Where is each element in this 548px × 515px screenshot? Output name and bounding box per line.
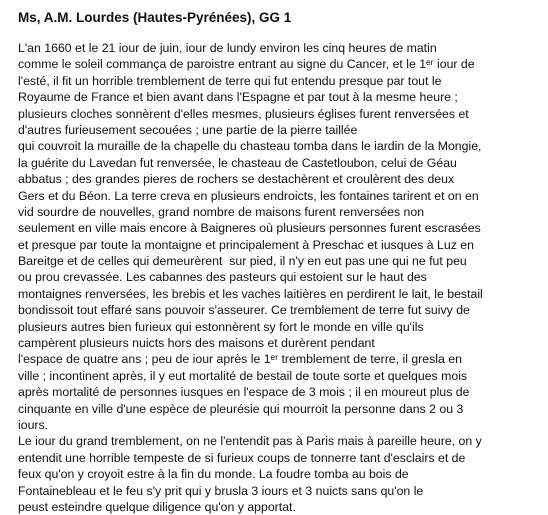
- text-line: Royaume de France et bien avant dans l'Espagne et par tout à la mesme heure ;: [18, 90, 458, 105]
- text-line: campèrent plusieurs nuicts hors des maisons et durèrent pendant: [18, 336, 375, 351]
- text-line: montaignes renversées, les brebis et les vaches laitières en perdirent le lait, le bestail: [18, 286, 483, 301]
- text-line: abbatus ; des grandes pieres de rochers se destachèrent et croulèrent des deux: [18, 172, 455, 187]
- text-line: bondissoit tout effaré sans pouvoir s'asseurer. Ce tremblement de terre fut suivy de: [18, 303, 470, 318]
- text-line: qui couvroit la muraille de la chapelle du chasteau tomba dans le iardin de la Mongie,: [18, 139, 482, 154]
- text-line: Gers et du Béon. La terre creva en plusieurs endroicts, les fontaines tarirent et on en: [18, 188, 479, 203]
- text-line: l'esté, il fit un horrible tremblement de terre qui fut entendu presque par tout le: [18, 73, 442, 88]
- text-line: Le iour du grand tremblement, on ne l'entendit pas à Paris mais à pareille heure, on y: [18, 434, 482, 449]
- document-title: Ms, A.M. Lourdes (Hautes-Pyrénées), GG 1: [18, 10, 292, 25]
- text-line: l'espace de quatre ans ; peu de iour après le 1ᵉʳ tremblement de terre, il gresla en: [18, 352, 462, 367]
- text-line: après mortalité de personnes iusques en l'espace de 3 mois ; il en moureut plus de: [18, 385, 470, 400]
- text-line: iours.: [18, 417, 49, 432]
- text-line: ou prou crevassée. Les cabannes des pasteurs qui estoient sur le haut des: [18, 270, 427, 285]
- text-line: ville ; incontinent après, il y eut mortalité de bestail de toute sorte et quelques mois: [18, 368, 468, 383]
- text-line: feux qu'on y croyoit estre à la fin du monde. La foudre tomba au bois de: [18, 467, 409, 482]
- text-line: Fontainebleau et le feu s'y prit qui y brusla 3 iours et 3 nuicts sans qu'on le: [18, 483, 424, 498]
- text-line: vid sourdre de nouvelles, grand nombre de maisons furent renversées non: [18, 204, 425, 219]
- text-line: seulement en ville mais encore à Baigneres où plusieurs personnes furent escrasées: [18, 221, 481, 236]
- text-line: L'an 1660 et le 21 iour de juin, iour de lundy environ les cinq heures de matin: [18, 41, 437, 55]
- text-line: et presque par toute la montaigne et principalement à Preschac et iusques à Luz en: [18, 237, 474, 252]
- text-line: cinquante en ville d'une espèce de pleurésie qui mourroit la personne dans 2 ou 3: [18, 401, 464, 416]
- text-line: comme le soleil commança de paroistre entrant au signe du Cancer, et le 1ᵉʳ iour de: [18, 57, 475, 72]
- document-body: [18, 40, 542, 515]
- text-line: d'autres furieusement secouées ; une partie de la pierre taillée: [18, 122, 358, 137]
- text-line: plusieurs cloches sonnèrent d'elles mesmes, plusieurs églises furent renversées et: [18, 106, 469, 121]
- text-line: la guérite du Lavedan fut renversée, le chasteau de Castetloubon, celui de Géau: [18, 155, 457, 170]
- text-line: peust esteindre quelque diligence qu'on y apportat.: [18, 499, 296, 514]
- text-line: Bareitge et de celles qui demeurèrent sur pied, il n'y en eut pas une qui ne fut peu: [18, 254, 467, 269]
- text-line: plusieurs autres bien furieux qui estonnèrent sy fort le monde en ville qu'ils: [18, 319, 424, 334]
- text-line: entendit une horrible tempeste de si furieux coups de tonnerre tant d'esclairs et de: [18, 450, 466, 465]
